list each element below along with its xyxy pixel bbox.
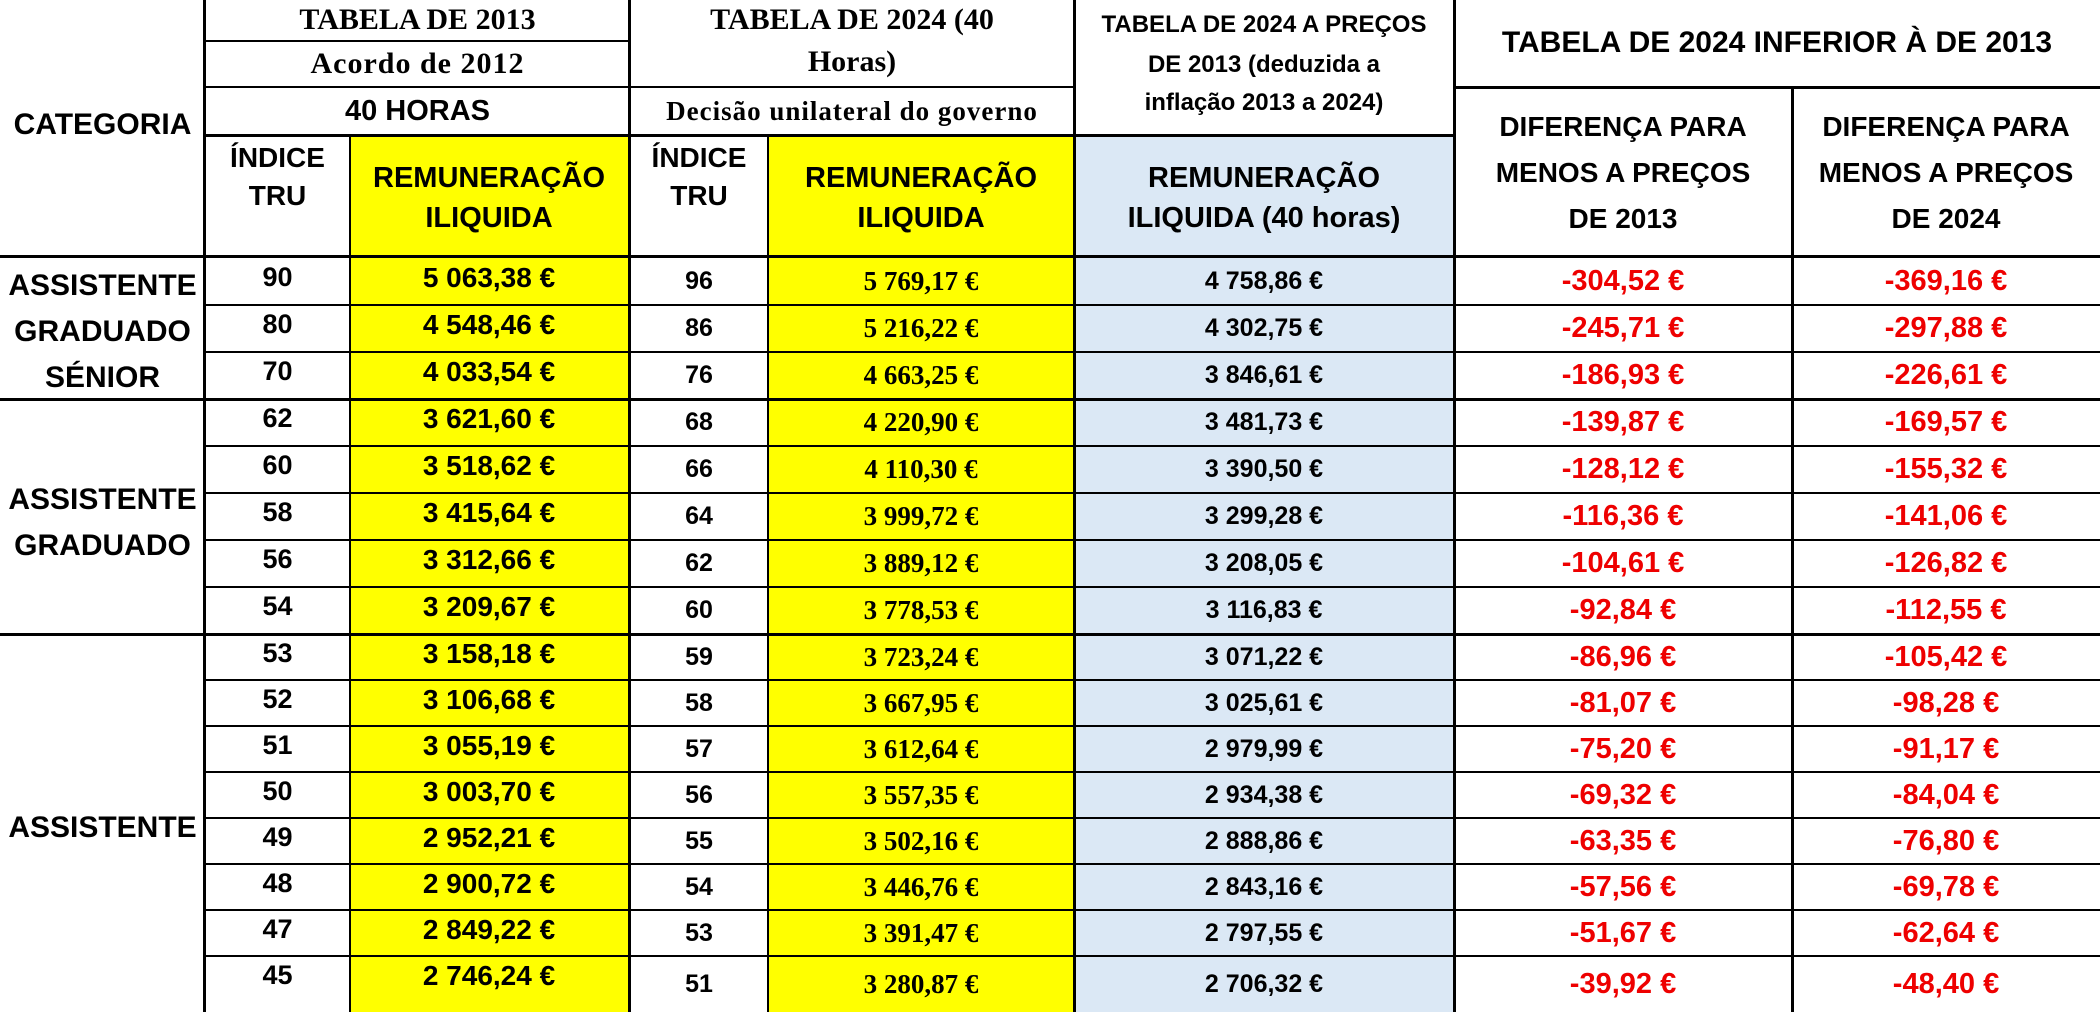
diferenca-2024-cell: -105,42 € xyxy=(1884,640,2008,673)
remuneracao-2013-cell: 3 415,64 € xyxy=(350,493,628,540)
diferenca-2024-cell: -226,61 € xyxy=(1884,359,2008,391)
remuneracao-2013-cell: 3 158,18 € xyxy=(350,634,628,680)
diferenca-2013-cell: -51,67 € xyxy=(1569,916,1677,949)
categoria-header: CATEGORIA xyxy=(13,108,192,141)
grid-line xyxy=(205,725,2100,727)
indice-2013-cell: 48 xyxy=(262,868,293,898)
indice-2024-cell: 51 xyxy=(685,969,713,998)
dif2024-line2: MENOS A PREÇOS xyxy=(1818,157,2074,188)
remuneracao-2024-cell: 3 280,87 € xyxy=(768,956,1074,1012)
grid-line xyxy=(767,134,769,1012)
remuneracao-2013-cell: 4 033,54 € xyxy=(350,352,628,399)
table-2013-hours: 40 HORAS xyxy=(344,94,491,127)
rem-2013-line1: REMUNERAÇÃO xyxy=(373,161,605,194)
indice-2024-cell: 53 xyxy=(685,918,713,947)
grid-line xyxy=(1791,86,1794,1012)
remuneracao-2024-precos-2013-cell: 2 797,55 € xyxy=(1074,910,1454,956)
diferenca-2024-cell: -169,57 € xyxy=(1884,406,2008,438)
indice-2024-cell: 76 xyxy=(685,361,713,389)
grid-line xyxy=(628,0,631,1012)
indice-2024-cell: 60 xyxy=(685,596,713,624)
remuneracao-2013-cell: 4 548,46 € xyxy=(350,305,628,352)
grid-line xyxy=(205,86,1074,88)
remuneracao-2013-cell: 2 849,22 € xyxy=(350,910,628,956)
grid-line xyxy=(205,304,2100,306)
diferenca-2024-cell: -112,55 € xyxy=(1885,594,2007,626)
grid-line xyxy=(0,633,2100,636)
indice-2013-line1: ÍNDICE xyxy=(230,142,325,173)
remuneracao-2024-precos-2013-cell: 3 025,61 € xyxy=(1074,680,1454,726)
remuneracao-2024-cell: 3 778,53 € xyxy=(768,587,1074,634)
remuneracao-2013-cell: 3 055,19 € xyxy=(350,726,628,772)
category-label: GRADUADO xyxy=(14,315,191,348)
diferenca-2013-cell: -186,93 € xyxy=(1561,359,1685,391)
indice-2013-cell: 52 xyxy=(262,684,293,714)
diferenca-2024-cell: -76,80 € xyxy=(1892,824,2000,857)
table-2024-subtitle: Decisão unilateral do governo xyxy=(666,95,1038,126)
diferenca-2013-cell: -86,96 € xyxy=(1569,640,1677,673)
indice-2024-line2: TRU xyxy=(670,180,728,211)
grid-line xyxy=(349,134,351,1012)
remuneracao-2024-cell: 4 220,90 € xyxy=(768,399,1074,446)
diferenca-2024-cell: -369,16 € xyxy=(1884,265,2008,297)
category-label: ASSISTENTE xyxy=(8,269,197,302)
remuneracao-2013-cell: 3 209,67 € xyxy=(350,587,628,634)
remuneracao-2024-precos-2013-cell: 3 071,22 € xyxy=(1074,634,1454,680)
grid-line xyxy=(1454,86,2100,89)
remuneracao-2024-cell: 3 391,47 € xyxy=(768,910,1074,956)
remuneracao-2013-cell: 3 106,68 € xyxy=(350,680,628,726)
indice-2013-cell: 47 xyxy=(262,914,293,944)
remuneracao-2024-precos-2013-cell: 3 846,61 € xyxy=(1074,352,1454,399)
indice-2024-cell: 62 xyxy=(685,549,713,577)
grid-line xyxy=(0,255,2100,258)
remuneracao-2013-cell: 3 518,62 € xyxy=(350,446,628,493)
indice-2013-cell: 62 xyxy=(262,403,293,433)
indice-2013-cell: 60 xyxy=(262,450,293,480)
indice-2013-cell: 58 xyxy=(262,497,293,527)
remuneracao-2013-cell: 3 312,66 € xyxy=(350,540,628,587)
remuneracao-2024-precos-2013-cell: 3 390,50 € xyxy=(1074,446,1454,493)
table-2013-title: TABELA DE 2013 xyxy=(299,3,536,36)
diferenca-2013-cell: -128,12 € xyxy=(1561,453,1685,485)
remuneracao-2024-precos-2013-cell: 2 843,16 € xyxy=(1074,864,1454,910)
indice-2013-cell: 90 xyxy=(262,262,293,292)
rem-2013-line2: ILIQUIDA xyxy=(425,201,553,234)
diferenca-2013-cell: -63,35 € xyxy=(1569,824,1677,857)
grid-line xyxy=(205,492,2100,494)
diferenca-2024-cell: -84,04 € xyxy=(1892,778,2000,811)
rem40-line1: REMUNERAÇÃO xyxy=(1148,161,1380,194)
remuneracao-2024-cell: 4 110,30 € xyxy=(768,446,1074,493)
remuneracao-2024-precos-2013-cell: 2 888,86 € xyxy=(1074,818,1454,864)
table-2024-prices-line1: TABELA DE 2024 A PREÇOS xyxy=(1101,11,1427,38)
grid-line xyxy=(205,134,1454,137)
grid-line xyxy=(205,539,2100,541)
remuneracao-2024-cell: 3 557,35 € xyxy=(768,772,1074,818)
diferenca-2024-cell: -126,82 € xyxy=(1884,547,2008,579)
category-label: ASSISTENTE xyxy=(8,483,197,516)
grid-line xyxy=(205,40,630,42)
diferenca-2013-cell: -81,07 € xyxy=(1569,686,1677,719)
diferenca-2013-cell: -39,92 € xyxy=(1569,967,1677,1000)
remuneracao-2024-precos-2013-cell: 3 299,28 € xyxy=(1074,493,1454,540)
grid-line xyxy=(205,863,2100,865)
dif2013-line1: DIFERENÇA PARA xyxy=(1499,111,1747,142)
indice-2013-cell: 50 xyxy=(262,776,293,806)
grid-line xyxy=(205,771,2100,773)
grid-line xyxy=(1073,0,1076,1012)
indice-2013-line2: TRU xyxy=(248,180,307,211)
remuneracao-2024-cell: 3 667,95 € xyxy=(768,680,1074,726)
dif2024-line3: DE 2024 xyxy=(1891,203,2001,234)
diferenca-2013-cell: -69,32 € xyxy=(1569,778,1677,811)
diferenca-2013-cell: -139,87 € xyxy=(1561,406,1685,438)
diferenca-2013-cell: -57,56 € xyxy=(1569,870,1677,903)
remuneracao-2024-precos-2013-cell: 3 208,05 € xyxy=(1074,540,1454,587)
remuneracao-2024-cell: 3 889,12 € xyxy=(768,540,1074,587)
grid-line xyxy=(205,351,2100,353)
grid-line xyxy=(205,909,2100,911)
table-2013-subtitle: Acordo de 2012 xyxy=(310,47,525,80)
remuneracao-2024-precos-2013-cell: 2 706,32 € xyxy=(1074,956,1454,1012)
diferenca-2013-cell: -104,61 € xyxy=(1561,547,1685,579)
diferenca-2024-cell: -48,40 € xyxy=(1892,967,2000,1000)
remuneracao-2024-cell: 3 502,16 € xyxy=(768,818,1074,864)
category-label: ASSISTENTE xyxy=(8,811,197,844)
grid-line xyxy=(205,445,2100,447)
indice-2013-cell: 53 xyxy=(262,638,293,668)
dif2024-line1: DIFERENÇA PARA xyxy=(1822,111,2070,142)
grid-line xyxy=(1453,0,1456,1012)
remuneracao-2024-precos-2013-cell: 3 116,83 € xyxy=(1074,587,1454,634)
category-label: SÉNIOR xyxy=(44,361,161,394)
indice-2024-cell: 56 xyxy=(685,780,713,809)
indice-2024-cell: 58 xyxy=(685,688,713,717)
diferenca-2013-cell: -92,84 € xyxy=(1569,594,1677,626)
grid-line xyxy=(205,955,2100,957)
remuneracao-2024-precos-2013-cell: 4 758,86 € xyxy=(1074,258,1454,305)
table-2024-title-line2: Horas) xyxy=(807,45,897,78)
indice-2024-cell: 96 xyxy=(685,267,713,295)
remuneracao-2024-precos-2013-cell: 2 934,38 € xyxy=(1074,772,1454,818)
indice-2024-cell: 59 xyxy=(685,642,713,671)
remuneracao-2013-cell: 3 621,60 € xyxy=(350,399,628,446)
indice-2013-cell: 70 xyxy=(262,356,293,386)
table-2024-title-line1: TABELA DE 2024 (40 xyxy=(710,3,994,36)
remuneracao-2013-cell: 2 900,72 € xyxy=(350,864,628,910)
rem40-line2: ILIQUIDA (40 horas) xyxy=(1127,201,1401,234)
indice-2013-cell: 45 xyxy=(262,960,293,990)
grid-line xyxy=(205,679,2100,681)
indice-2024-cell: 55 xyxy=(685,826,713,855)
indice-2024-cell: 66 xyxy=(685,455,713,483)
diferenca-2024-cell: -69,78 € xyxy=(1892,870,2000,903)
remuneracao-2013-cell: 2 952,21 € xyxy=(350,818,628,864)
rem-2024-line1: REMUNERAÇÃO xyxy=(805,161,1037,194)
remuneracao-2024-precos-2013-cell: 3 481,73 € xyxy=(1074,399,1454,446)
indice-2013-cell: 49 xyxy=(262,822,293,852)
table-2024-inferior-header: TABELA DE 2024 INFERIOR À DE 2013 xyxy=(1501,26,2053,59)
indice-2024-cell: 86 xyxy=(685,314,713,342)
indice-2024-cell: 68 xyxy=(685,408,713,436)
indice-2013-cell: 80 xyxy=(262,309,293,339)
diferenca-2024-cell: -297,88 € xyxy=(1884,312,2008,344)
indice-2013-cell: 56 xyxy=(262,544,293,574)
indice-2013-cell: 51 xyxy=(262,730,293,760)
remuneracao-2024-cell: 3 999,72 € xyxy=(768,493,1074,540)
dif2013-line2: MENOS A PREÇOS xyxy=(1495,157,1751,188)
dif2013-line3: DE 2013 xyxy=(1568,203,1678,234)
grid-line xyxy=(203,0,206,1012)
diferenca-2013-cell: -116,36 € xyxy=(1562,500,1684,532)
remuneracao-2013-cell: 5 063,38 € xyxy=(350,258,628,305)
diferenca-2024-cell: -62,64 € xyxy=(1892,916,2000,949)
remuneracao-2013-cell: 3 003,70 € xyxy=(350,772,628,818)
remuneracao-2024-precos-2013-cell: 2 979,99 € xyxy=(1074,726,1454,772)
indice-2024-cell: 57 xyxy=(685,734,713,763)
diferenca-2013-cell: -245,71 € xyxy=(1561,312,1685,344)
remuneracao-2024-cell: 5 216,22 € xyxy=(768,305,1074,352)
indice-2013-cell: 54 xyxy=(262,591,293,621)
remuneracao-2024-precos-2013-cell: 4 302,75 € xyxy=(1074,305,1454,352)
remuneracao-2024-cell: 3 612,64 € xyxy=(768,726,1074,772)
diferenca-2013-cell: -75,20 € xyxy=(1569,732,1677,765)
diferenca-2024-cell: -141,06 € xyxy=(1884,500,2008,532)
table-2024-prices-line2: DE 2013 (deduzida a xyxy=(1147,51,1381,78)
grid-line xyxy=(205,586,2100,588)
diferenca-2013-cell: -304,52 € xyxy=(1561,265,1685,297)
diferenca-2024-cell: -91,17 € xyxy=(1892,732,2000,765)
remuneracao-2024-cell: 5 769,17 € xyxy=(768,258,1074,305)
category-label: GRADUADO xyxy=(14,529,191,562)
grid-line xyxy=(205,817,2100,819)
remuneracao-2024-cell: 4 663,25 € xyxy=(768,352,1074,399)
diferenca-2024-cell: -98,28 € xyxy=(1892,686,2000,719)
rem-2024-line2: ILIQUIDA xyxy=(857,201,985,234)
remuneracao-2024-cell: 3 446,76 € xyxy=(768,864,1074,910)
diferenca-2024-cell: -155,32 € xyxy=(1884,453,2008,485)
remuneracao-2013-cell: 2 746,24 € xyxy=(350,956,628,1012)
indice-2024-cell: 64 xyxy=(685,502,713,530)
table-2024-prices-line3: inflação 2013 a 2024) xyxy=(1144,89,1384,116)
indice-2024-cell: 54 xyxy=(685,872,713,901)
remuneracao-2024-cell: 3 723,24 € xyxy=(768,634,1074,680)
indice-2024-line1: ÍNDICE xyxy=(651,142,747,173)
grid-line xyxy=(0,398,2100,401)
